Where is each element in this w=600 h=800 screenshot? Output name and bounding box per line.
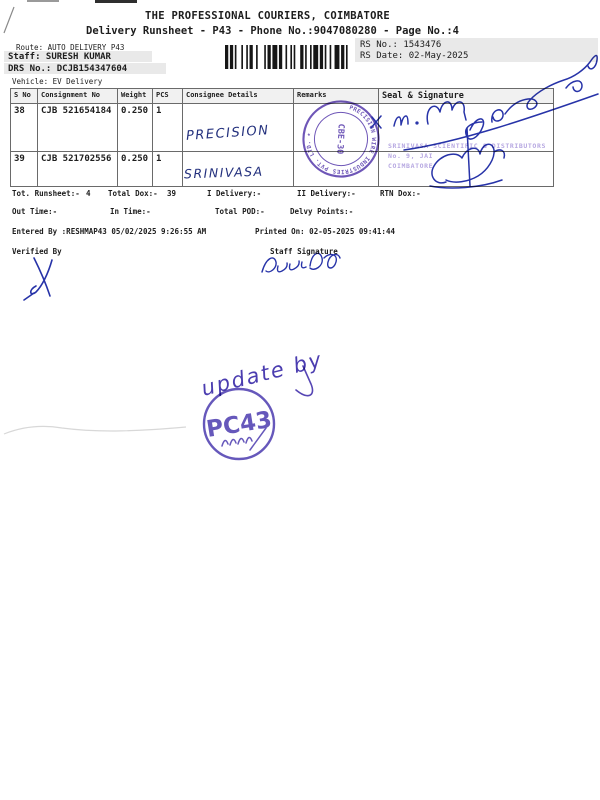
out-time-label: Out Time:- (12, 207, 58, 216)
delvy-points-label: Delvy Points:- (290, 207, 354, 216)
scan-artifact-top-dark (95, 0, 137, 3)
srinivasa-stamp-line1: SRINIVASA SCIENTIFIC & DISTRIBUTORS (388, 142, 546, 150)
ii-delivery-label: II Delivery:- (297, 189, 356, 198)
runsheet-table-wrap (10, 88, 554, 187)
vehicle-line: Vehicle: EV Delivery (12, 77, 103, 86)
doc-subtitle: Delivery Runsheet - P43 - Phone No.:9047080280 - Page No.:4 (86, 25, 459, 37)
update-by-note: update by (198, 347, 326, 401)
verified-by-label: Verified By (12, 247, 62, 256)
stamp-center-text: CBE-30 (334, 123, 346, 155)
cell-pcs: 1 (153, 152, 183, 187)
srinivasa-stamp (388, 141, 546, 171)
th-s-no: S No (11, 89, 38, 104)
rtn-dox-label: RTN Dox:- (380, 189, 421, 198)
cell-s-no: 38 (11, 104, 38, 152)
staff-line: Staff: SURESH KUMAR (8, 52, 111, 62)
cell-remarks (294, 104, 379, 155)
in-time-label: In Time:- (110, 207, 151, 216)
doc-title: THE PROFESSIONAL COURIERS, COIMBATORE (145, 10, 390, 22)
staff-signature-strokes (262, 253, 340, 272)
total-dox-label: Total Dox:- (108, 189, 158, 198)
pc43-circle (204, 389, 274, 459)
stamp-ring-textpath: PRECISION WIRE INDUSTRIES PVT. LTD. ★ (305, 105, 376, 175)
drs-line: DRS No.: DCJB154347604 (8, 64, 128, 74)
tot-runsheet-value: 4 (86, 189, 91, 198)
cell-pcs: 1 (153, 104, 183, 152)
cell-consignment-no: CJB 521702556 (38, 152, 118, 187)
entered-by-line: Entered By :RESHMAP43 05/02/2025 9:26:55 AM (12, 227, 207, 236)
signature-corner-curl (566, 81, 582, 92)
staff-signature-scribble (262, 253, 340, 272)
runsheet-table (10, 88, 554, 187)
handwritten-consignee-38: PRECISION (185, 123, 270, 144)
cell-remarks (294, 152, 379, 187)
barcode (225, 45, 348, 69)
route-line: Route: AUTO DELIVERY P43 (16, 43, 125, 52)
cell-consignment-no: CJB 521654184 (38, 104, 118, 152)
total-pod-label: Total POD:- (215, 207, 265, 216)
th-pcs: PCS (153, 89, 183, 104)
pc43-squiggle-stroke (222, 428, 266, 450)
scan-artifact-top-light (27, 0, 59, 2)
scan-artifact-curve (4, 426, 186, 434)
printed-on-line: Printed On: 02-05-2025 09:41:44 (255, 227, 395, 236)
staff-signature-label: Staff Signature (270, 247, 338, 256)
cell-weight: 0.250 (118, 152, 153, 187)
pc43-text: PC43 (204, 407, 274, 443)
srinivasa-stamp-line2: No. 9, JAI (388, 152, 434, 160)
th-remarks: Remarks (294, 89, 379, 104)
th-weight: Weight (118, 89, 153, 104)
total-dox-value: 39 (167, 189, 177, 198)
verified-by-signature (24, 258, 52, 300)
cell-weight: 0.250 (118, 104, 153, 152)
pc43-squiggle (222, 428, 266, 450)
th-consignee-details: Consignee Details (183, 89, 294, 104)
rs-no-line: RS No.: 1543476 (360, 40, 442, 50)
rs-date-line: RS Date: 02-May-2025 (360, 51, 469, 61)
tot-runsheet-label: Tot. Runsheet:- (12, 189, 80, 198)
th-seal-signature: Seal & Signature (379, 89, 554, 104)
i-delivery-label: I Delivery:- (207, 189, 262, 198)
cell-s-no: 39 (11, 152, 38, 187)
th-consignment-no: Consignment No (38, 89, 118, 104)
verified-signature-strokes (24, 258, 52, 300)
handwritten-consignee-39: SRINIVASA (183, 163, 264, 182)
pc43-stamp (204, 389, 274, 459)
srinivasa-stamp-line3: COIMBATORE (388, 162, 434, 170)
